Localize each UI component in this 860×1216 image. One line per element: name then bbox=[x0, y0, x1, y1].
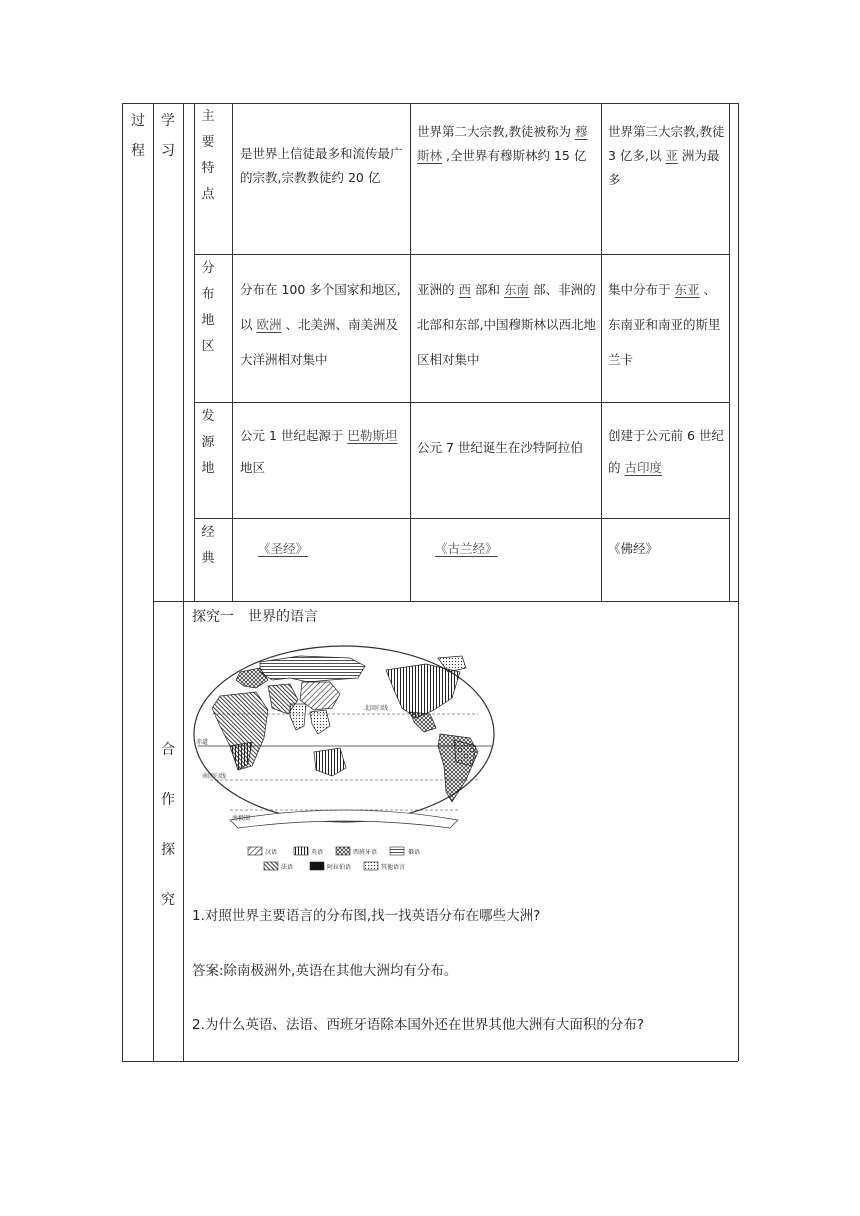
rh-dist-1: 分 bbox=[201, 261, 215, 276]
legend-arabic: 阿拉伯语 bbox=[327, 864, 352, 871]
row-header-origin bbox=[198, 404, 218, 482]
rh-scripture-1: 经 bbox=[201, 525, 215, 540]
rh-features-4: 点 bbox=[201, 187, 215, 202]
dist-islam-pre: 亚洲的 bbox=[417, 282, 455, 297]
row-header-distribution bbox=[198, 256, 218, 360]
study-char-2: 习 bbox=[161, 143, 175, 159]
dist-islam-mid: 部和 bbox=[475, 282, 501, 297]
features-buddhism bbox=[608, 120, 726, 192]
rh-dist-4: 区 bbox=[201, 339, 215, 354]
label-tropic-cancer: 北回归线 bbox=[364, 705, 389, 712]
distribution-christianity bbox=[240, 272, 405, 377]
distribution-buddhism bbox=[608, 272, 726, 377]
rh-features-1: 主 bbox=[201, 109, 215, 124]
dist-buddhism-pre: 集中分布于 bbox=[608, 282, 671, 297]
rh-features-3: 特 bbox=[201, 161, 215, 176]
dist-christianity-answer: 欧洲 bbox=[256, 317, 282, 332]
rh-dist-2: 布 bbox=[201, 287, 215, 302]
dist-buddhism-post: 、东南亚和南亚的斯里兰卡 bbox=[608, 282, 721, 367]
label-antarctic-circle: 南极圈 bbox=[232, 815, 251, 822]
process-char-2: 程 bbox=[131, 143, 145, 159]
dist-islam-answer-2: 东南 bbox=[504, 282, 530, 297]
label-equator: 赤道 bbox=[196, 739, 209, 746]
answer-1: 答案:除南极洲外,英语在其他大洲均有分布。 bbox=[192, 963, 458, 979]
origin-buddhism-pre: 创建于公元前 6 世纪的 bbox=[608, 428, 724, 475]
origin-christianity-answer: 巴勒斯坦 bbox=[347, 428, 398, 443]
process-char-1: 过 bbox=[131, 113, 145, 129]
rh-origin-1: 发 bbox=[201, 409, 215, 424]
rh-scripture-2: 典 bbox=[201, 551, 215, 566]
legend-spanish: 西班牙语 bbox=[353, 849, 378, 856]
rh-dist-3: 地 bbox=[201, 313, 215, 328]
features-buddhism-post: 洲为最多 bbox=[608, 148, 720, 187]
features-buddhism-pre: 世界第三大宗教,教徒 3 亿多,以 bbox=[608, 124, 725, 163]
dist-islam-post: 部、非洲的北部和东部,中国穆斯林以西北地区相对集中 bbox=[417, 282, 596, 367]
rh-features-2: 要 bbox=[201, 135, 215, 150]
features-buddhism-answer: 亚 bbox=[665, 148, 678, 163]
features-islam-post: ,全世界有穆斯林约 15 亿 bbox=[446, 148, 587, 163]
scripture-islam-text: 《古兰经》 bbox=[435, 541, 498, 556]
coop-char-3: 探 bbox=[161, 842, 175, 858]
question-1: 1.对照世界主要语言的分布图,找一找英语分布在哪些大洲? bbox=[192, 908, 541, 924]
features-christianity: 是世界上信徒最多和流传最广的宗教,宗教教徒约 20 亿 bbox=[240, 146, 403, 185]
distribution-islam bbox=[417, 272, 599, 377]
coop-char-1: 合 bbox=[161, 742, 175, 758]
origin-buddhism-answer: 古印度 bbox=[624, 460, 663, 475]
map-legend bbox=[248, 847, 420, 871]
process-label bbox=[127, 106, 149, 166]
features-islam-pre: 世界第二大宗教,教徒被称为 bbox=[417, 124, 571, 139]
dist-christianity-pre: 分布在 100 多个国家和地区,以 bbox=[240, 282, 401, 332]
origin-islam: 公元 7 世纪诞生在沙特阿拉伯 bbox=[417, 440, 583, 455]
rh-origin-2: 源 bbox=[201, 435, 215, 450]
legend-english: 英语 bbox=[311, 849, 324, 856]
study-char-1: 学 bbox=[161, 113, 175, 129]
dist-christianity-post: 、北美洲、南美洲及大洋洲相对集中 bbox=[240, 317, 399, 367]
scripture-islam bbox=[417, 537, 516, 561]
features-islam bbox=[417, 120, 599, 168]
origin-christianity-pre: 公元 1 世纪起源于 bbox=[240, 428, 344, 443]
russia-land bbox=[260, 656, 365, 682]
scripture-christianity-text: 《圣经》 bbox=[258, 541, 309, 556]
antarctica-land bbox=[230, 810, 458, 828]
origin-christianity bbox=[240, 420, 405, 484]
label-tropic-capricorn: 南回归线 bbox=[202, 773, 227, 780]
scripture-christianity bbox=[240, 537, 326, 561]
question-2: 2.为什么英语、法语、西班牙语除本国外还在世界其他大洲有大面积的分布? bbox=[192, 1017, 645, 1033]
world-language-map bbox=[190, 642, 498, 882]
legend-other: 其他语言 bbox=[381, 864, 406, 871]
features-islam-answer: 穆斯林 bbox=[417, 124, 588, 163]
row-header-features bbox=[198, 104, 218, 208]
scripture-buddhism: 《佛经》 bbox=[608, 541, 659, 556]
origin-christianity-post: 地区 bbox=[240, 460, 266, 475]
cooperative-inquiry-label bbox=[157, 725, 179, 925]
origin-buddhism bbox=[608, 420, 726, 484]
legend-chinese: 汉语 bbox=[265, 849, 278, 856]
legend-french: 法语 bbox=[281, 864, 294, 871]
dist-buddhism-answer: 东亚 bbox=[674, 282, 700, 297]
rh-origin-3: 地 bbox=[201, 461, 215, 476]
row-header-scripture bbox=[198, 520, 218, 572]
dist-islam-answer-1: 西 bbox=[458, 282, 472, 297]
study-label bbox=[157, 106, 179, 166]
coop-char-2: 作 bbox=[161, 792, 175, 808]
legend-russian: 俄语 bbox=[408, 849, 421, 856]
coop-char-4: 究 bbox=[161, 892, 175, 908]
inquiry-title: 探究一 世界的语言 bbox=[192, 609, 318, 625]
